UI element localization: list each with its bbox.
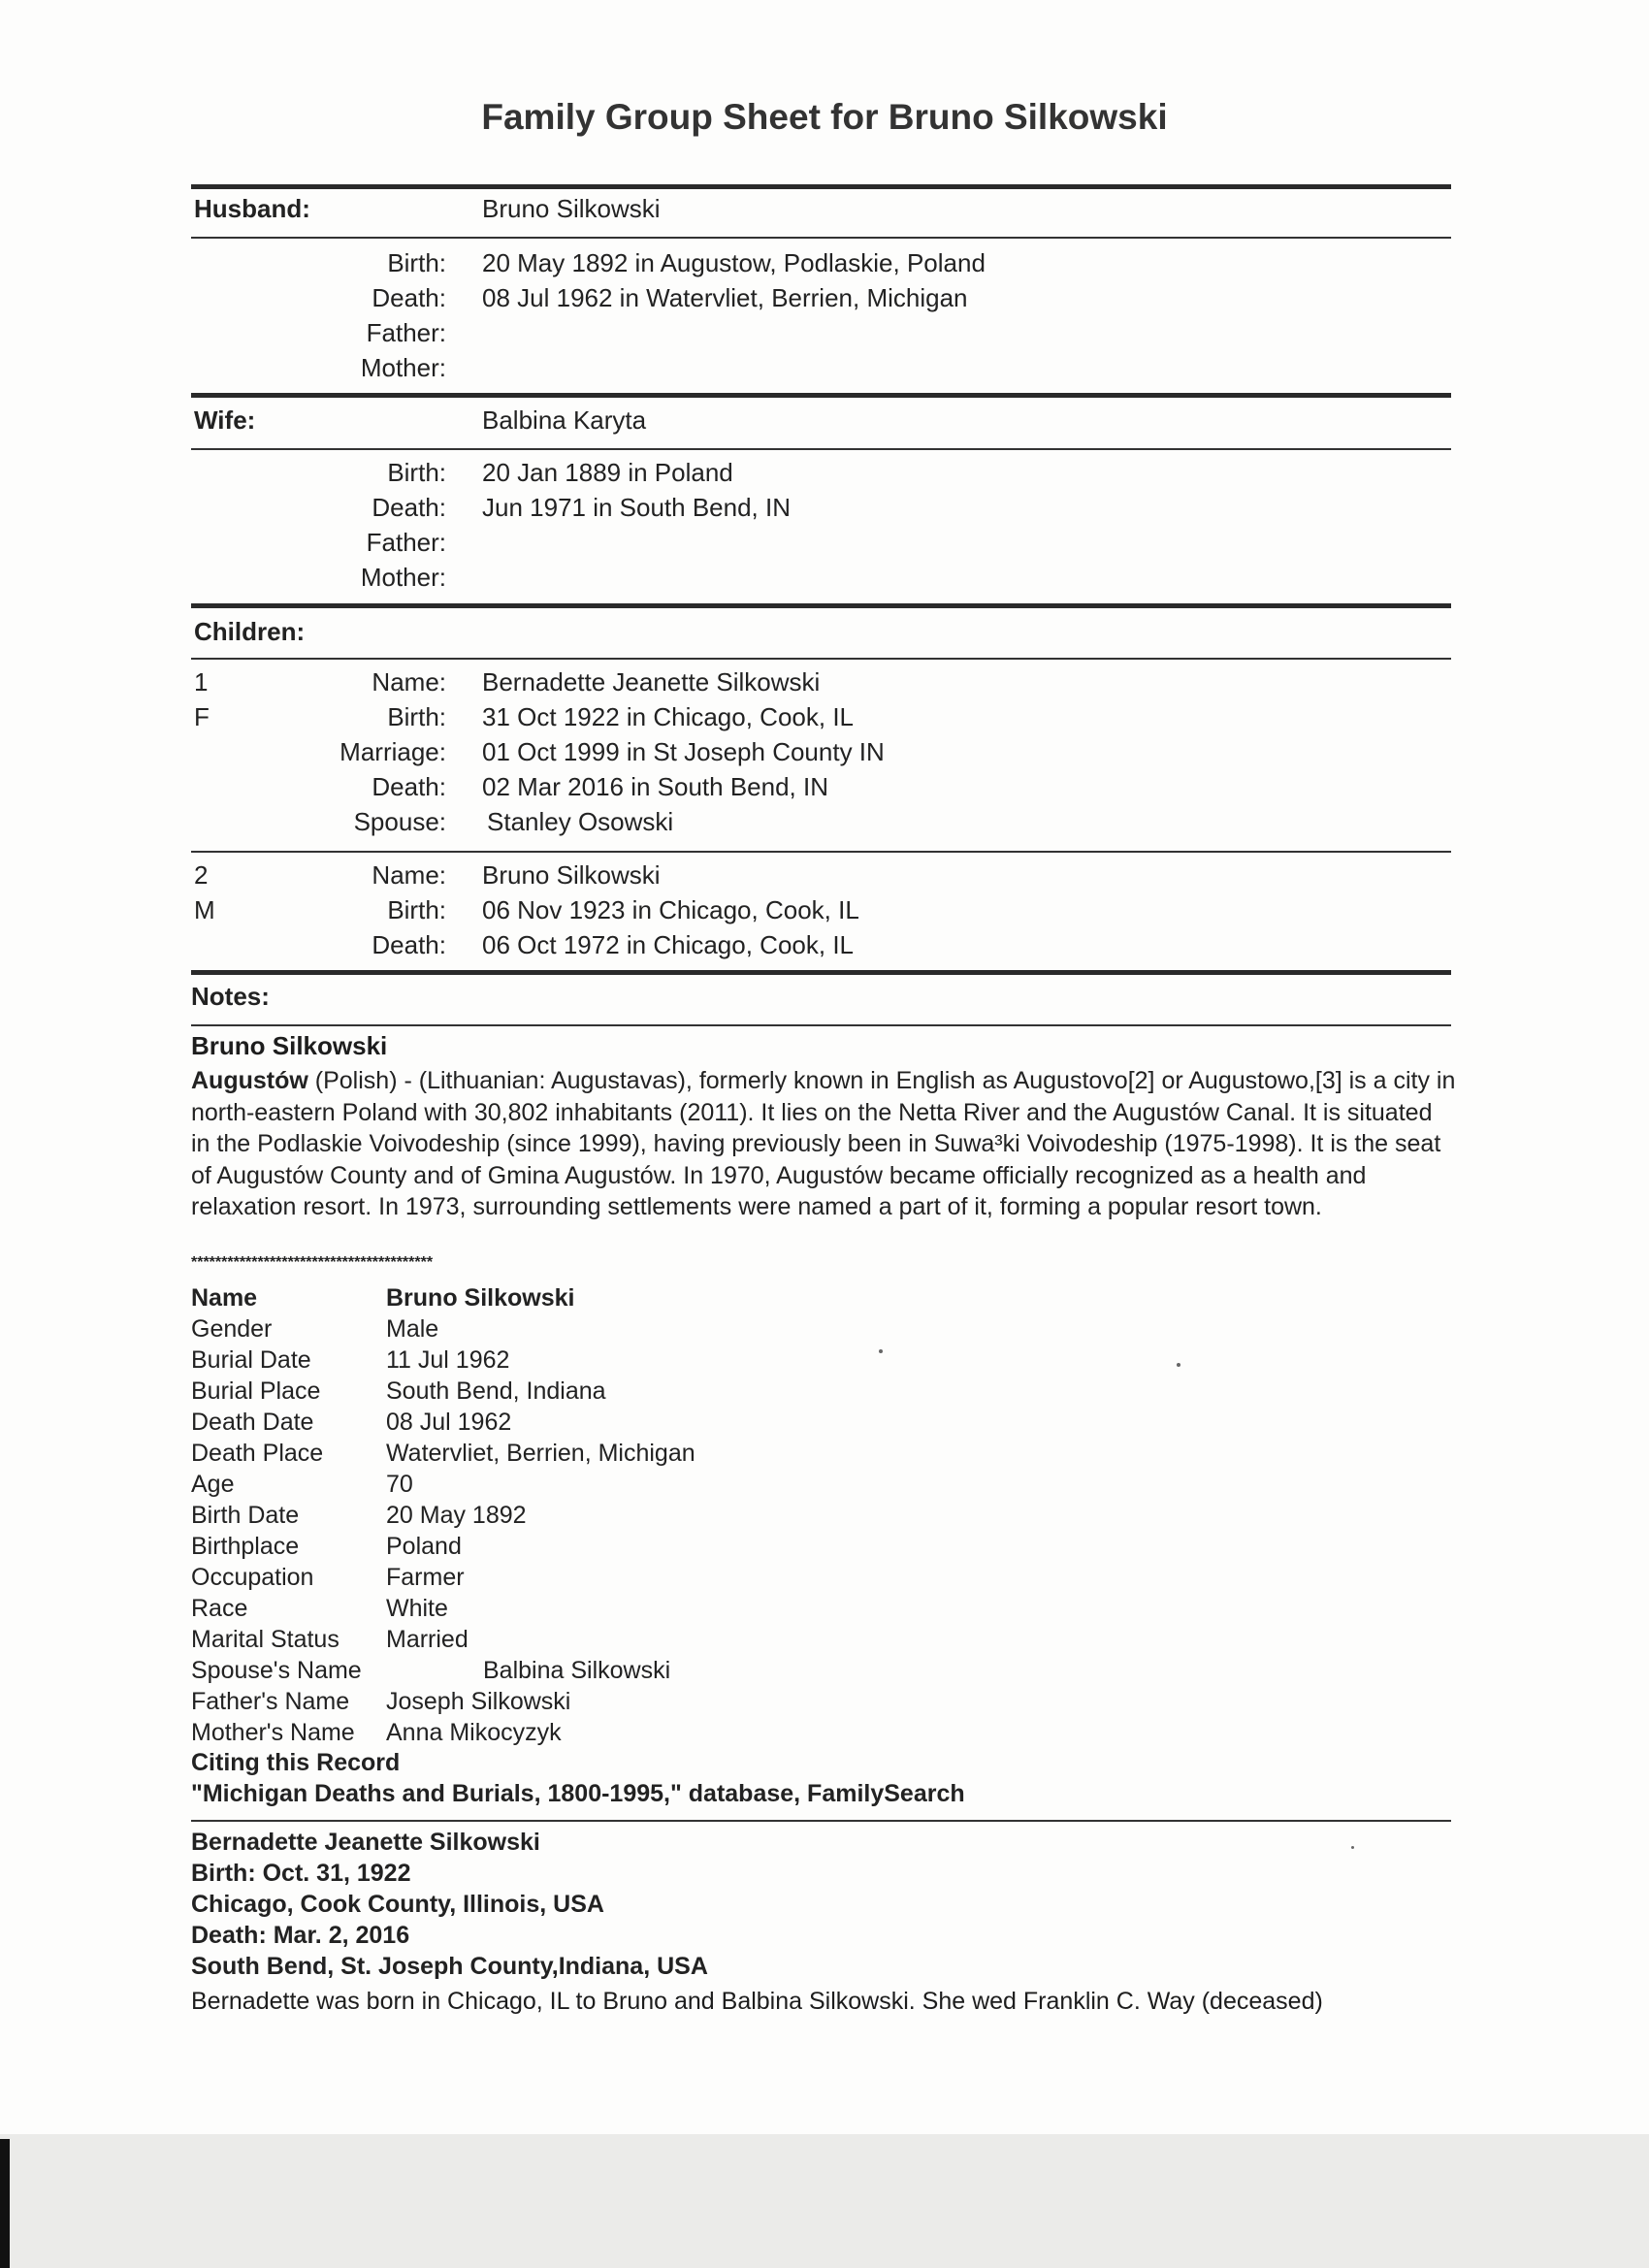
child-1-name-value: Bernadette Jeanette Silkowski [482,667,821,697]
record-value: Poland [386,1533,462,1560]
notes-paragraph [191,1065,1457,1223]
page-title: Family Group Sheet for Bruno Silkowski [481,97,1168,137]
child-2-sex: M [194,895,215,924]
child-2-birth-label: Birth: [387,895,446,924]
record-key: Age [191,1471,235,1498]
notes-lead-bold: Augustów [191,1067,308,1094]
bernadette-name: Bernadette Jeanette Silkowski [191,1829,540,1856]
record-value: 20 May 1892 [386,1502,527,1529]
husband-name: Bruno Silkowski [482,194,661,223]
record-key: Burial Date [191,1346,311,1374]
bernadette-death: Death: Mar. 2, 2016 [191,1922,410,1949]
record-value: Male [386,1315,439,1343]
scanner-bed-margin [0,2134,1649,2268]
record-value: Anna Mikocyzyk [386,1719,562,1746]
bernadette-death-place: South Bend, St. Joseph County,Indiana, USA [191,1953,708,1980]
record-key: Burial Place [191,1377,321,1405]
record-value: Married [386,1626,469,1653]
child-2-name-value: Bruno Silkowski [482,860,661,890]
wife-death-label: Death: [372,493,446,522]
record-value: South Bend, Indiana [386,1377,606,1405]
section-divider [191,658,1451,660]
record-key: Race [191,1595,248,1622]
husband-heading: Husband: [194,194,310,223]
record-key: Death Place [191,1440,324,1467]
section-rule [191,393,1451,398]
child-1-name-label: Name: [372,667,446,697]
record-key: Birth Date [191,1502,300,1529]
child-1-spouse-value: Stanley Osowski [487,807,674,836]
record-key: Name [191,1284,258,1312]
record-value: Bruno Silkowski [386,1284,575,1312]
record-value: White [386,1595,448,1622]
child-1-number: 1 [194,667,209,697]
child-1-death-label: Death: [372,772,446,801]
record-key: Occupation [191,1564,314,1591]
record-value: Farmer [386,1564,465,1591]
wife-death-value: Jun 1971 in South Bend, IN [482,493,792,522]
child-1-death-value: 02 Mar 2016 in South Bend, IN [482,772,829,801]
section-divider [191,448,1451,450]
notes-subject: Bruno Silkowski [191,1031,388,1060]
child-2-death-value: 06 Oct 1972 in Chicago, Cook, IL [482,930,855,959]
record-value: 11 Jul 1962 [386,1346,510,1374]
wife-name: Balbina Karyta [482,405,647,435]
child-1-birth-value: 31 Oct 1922 in Chicago, Cook, IL [482,702,855,731]
scan-speck [1177,1363,1180,1367]
wife-birth-label: Birth: [387,458,446,487]
section-divider [191,1024,1451,1026]
scan-speck [1351,1846,1354,1849]
section-rule [191,603,1451,608]
section-rule [191,970,1451,975]
child-1-sex: F [194,702,210,731]
child-1-birth-label: Birth: [387,702,446,731]
husband-father-label: Father: [366,318,446,347]
record-value: 70 [386,1471,413,1498]
record-key: Birthplace [191,1533,300,1560]
record-key: Gender [191,1315,273,1343]
record-value: Joseph Silkowski [386,1688,571,1715]
bernadette-birth-place: Chicago, Cook County, Illinois, USA [191,1891,604,1918]
record-value: Balbina Silkowski [483,1657,671,1684]
record-key: Spouse's Name [191,1657,362,1684]
child-2-name-label: Name: [372,860,446,890]
record-key: Marital Status [191,1626,340,1653]
section-rule [191,184,1451,189]
citing-heading: Citing this Record [191,1749,401,1776]
citation-text: "Michigan Deaths and Burials, 1800-1995," database, FamilySearch [191,1780,965,1807]
notes-separator: **************************************** [191,1254,434,1271]
notes-paragraph-text: (Polish) - (Lithuanian: Augustavas), formerly known in English as Augustovo[2] or Augustowo,[3] is a city in north-eastern Poland with 30,802 inhabitants (2011). It lies on the Netta River and the Augustów Canal. It is situated in the Podlaskie Voivodeship (since 1999), having previously been in Suwa³ki Voivodeship (1975-1998). It is the seat of Augustów County and of Gmina Augustów. In 1970, Augustów became officially recognized as a health and relaxation resort. In 1973, surrounding settlements were named a part of it, forming a popular resort town. [191,1067,1456,1220]
record-value: Watervliet, Berrien, Michigan [386,1440,695,1467]
bernadette-birth: Birth: Oct. 31, 1922 [191,1860,411,1887]
husband-birth-value: 20 May 1892 in Augustow, Podlaskie, Poland [482,248,986,277]
husband-death-value: 08 Jul 1962 in Watervliet, Berrien, Michigan [482,283,968,312]
child-2-death-label: Death: [372,930,446,959]
record-value: 08 Jul 1962 [386,1409,512,1436]
child-1-marriage-label: Marriage: [340,737,446,766]
child-2-birth-value: 06 Nov 1923 in Chicago, Cook, IL [482,895,859,924]
section-divider [191,237,1451,239]
record-key: Death Date [191,1409,314,1436]
wife-mother-label: Mother: [360,563,446,592]
child-divider [191,851,1451,853]
wife-birth-value: 20 Jan 1889 in Poland [482,458,733,487]
child-2-number: 2 [194,860,209,890]
scan-edge-shadow [0,2139,10,2268]
husband-birth-label: Birth: [387,248,446,277]
record-key: Mother's Name [191,1719,355,1746]
record-key: Father's Name [191,1688,350,1715]
husband-mother-label: Mother: [360,353,446,382]
notes-heading: Notes: [191,982,270,1011]
scan-speck [879,1349,883,1353]
wife-father-label: Father: [366,528,446,557]
children-heading: Children: [194,617,306,646]
bernadette-text: Bernadette was born in Chicago, IL to Bruno and Balbina Silkowski. She wed Franklin C. Way (deceased) [191,1988,1323,2015]
child-1-marriage-value: 01 Oct 1999 in St Joseph County IN [482,737,885,766]
wife-heading: Wife: [194,405,256,435]
child-1-spouse-label: Spouse: [353,807,446,836]
notes-divider [191,1820,1451,1822]
husband-death-label: Death: [372,283,446,312]
